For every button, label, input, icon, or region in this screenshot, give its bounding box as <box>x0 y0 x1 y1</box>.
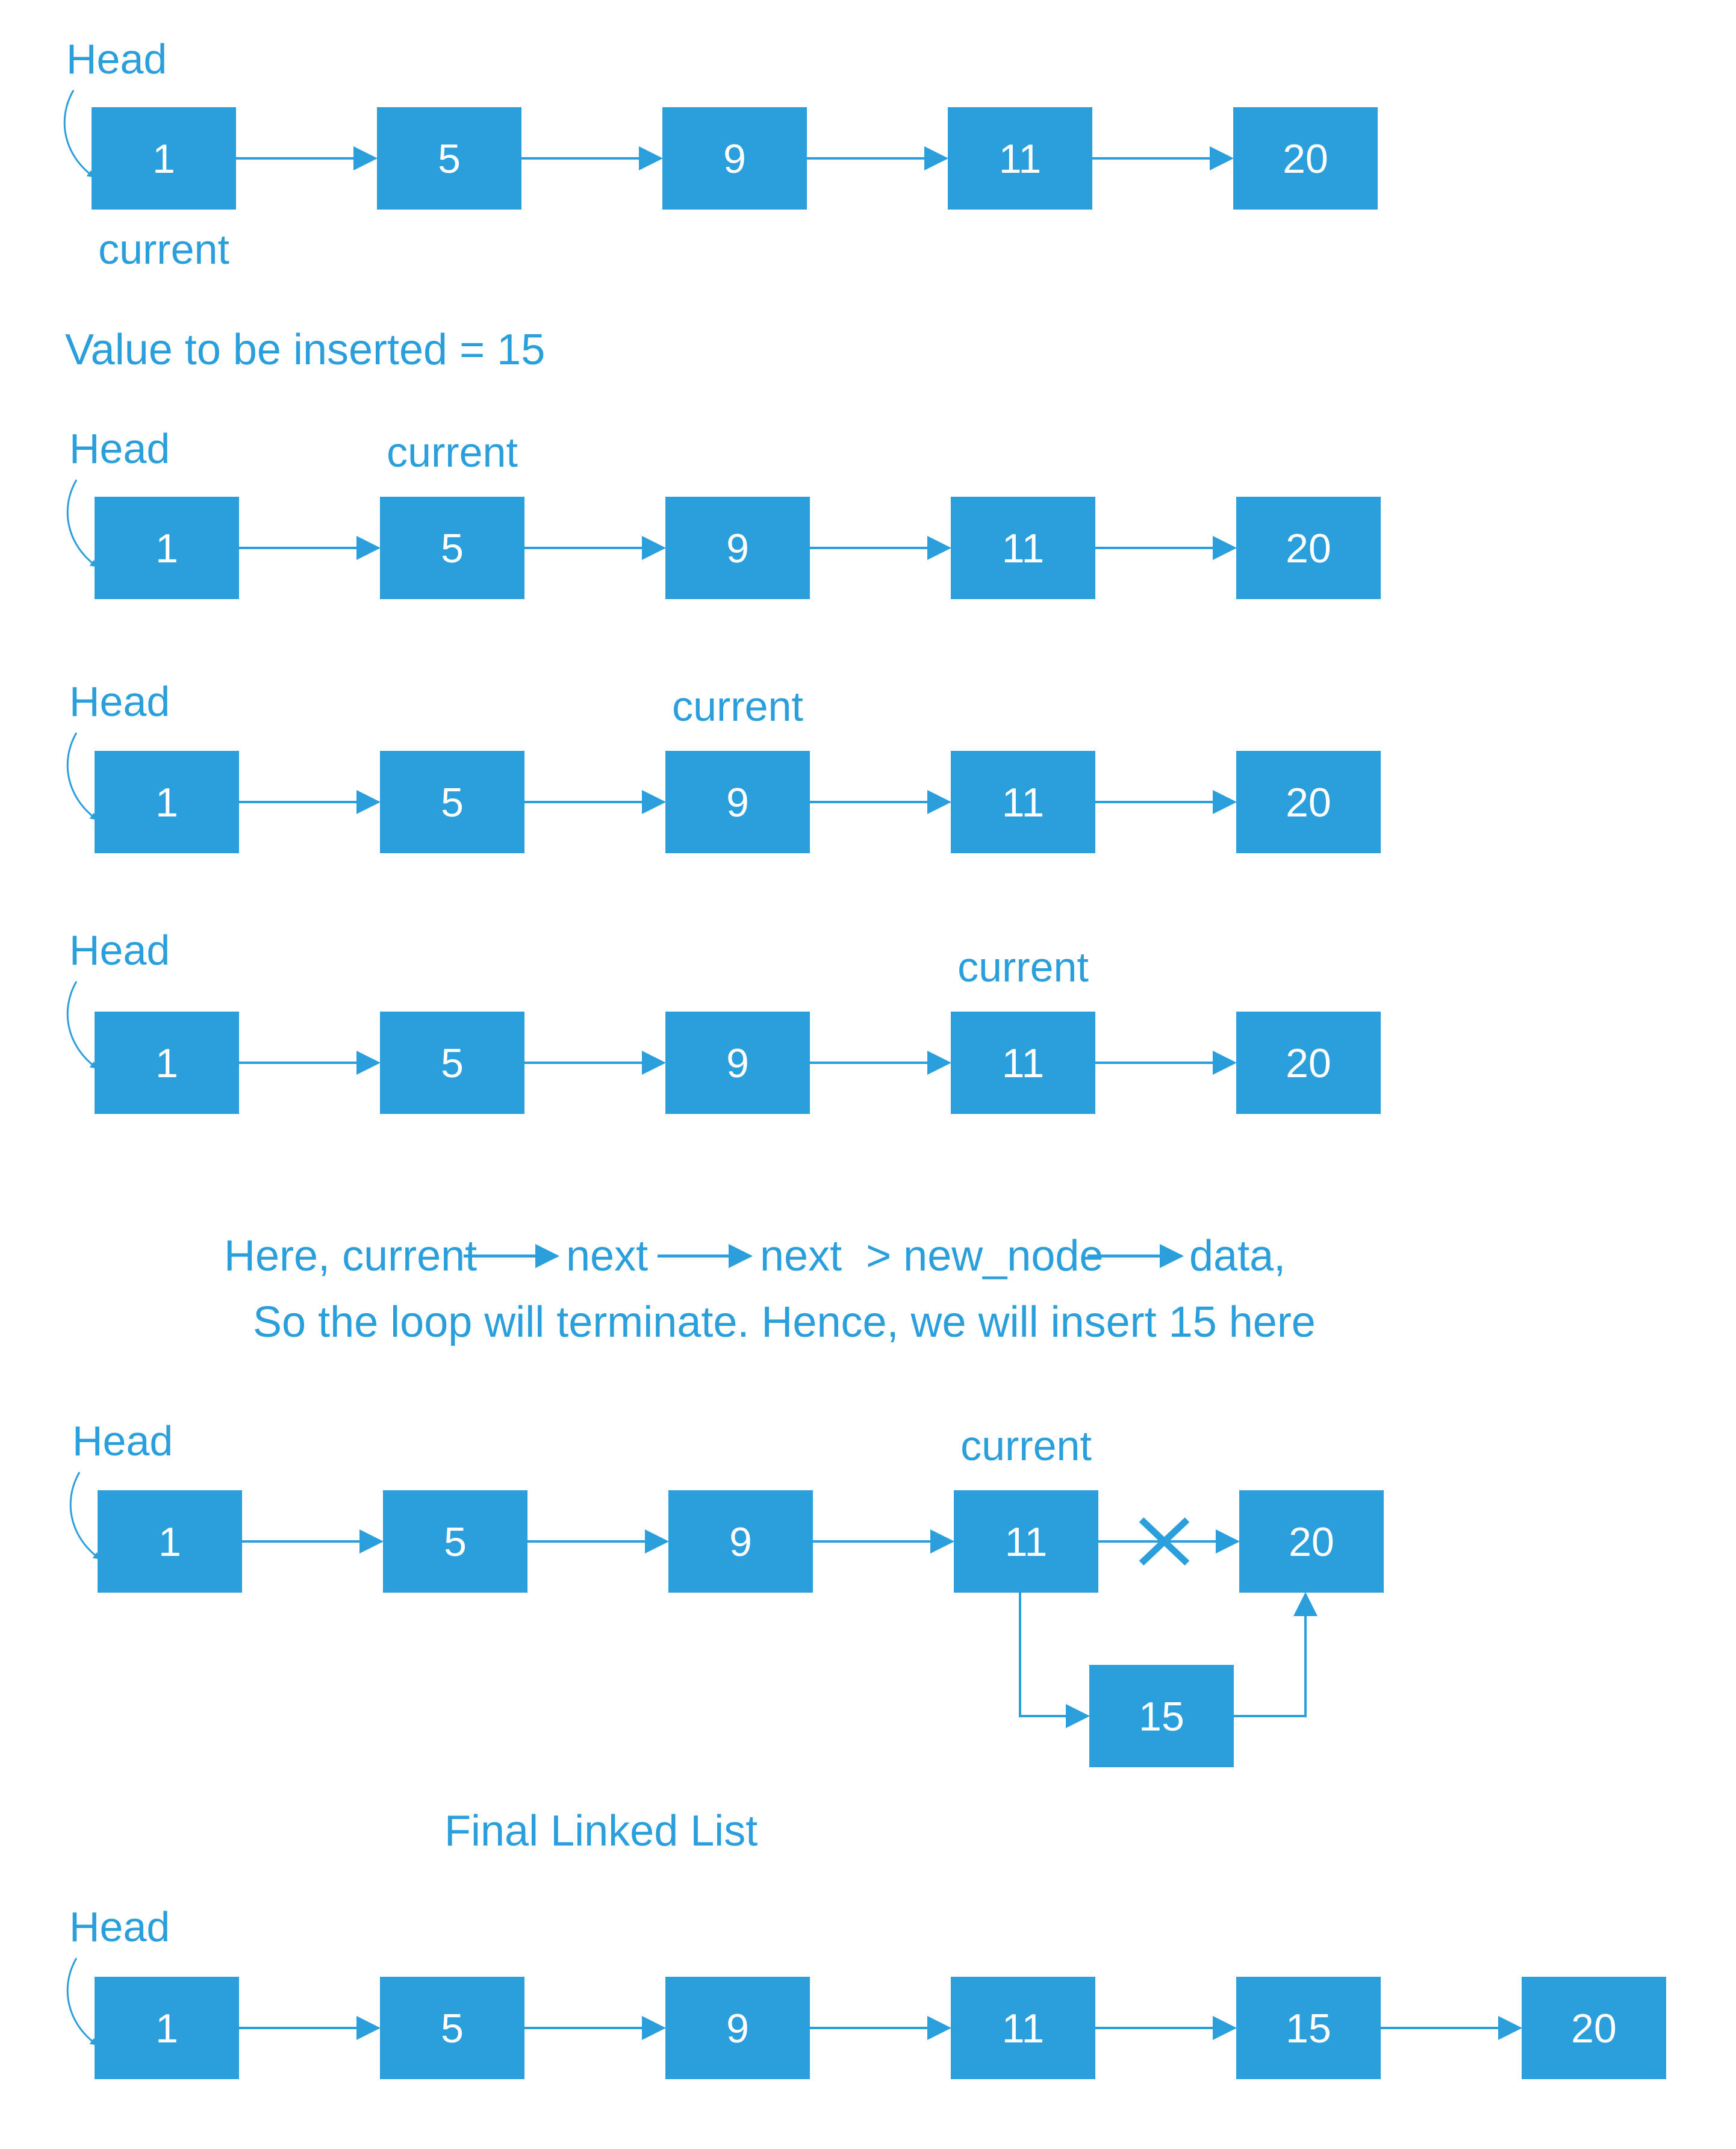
condition-line-2: So the loop will terminate. Hence, we will insert 15 here <box>253 1298 1316 1346</box>
node-value: 20 <box>1286 1040 1331 1086</box>
head-label: Head <box>72 1417 173 1464</box>
head-pointer-arrow <box>67 480 97 567</box>
condition-part-1: Here, current <box>224 1232 478 1280</box>
head-pointer-arrow <box>70 1472 100 1559</box>
head-pointer-arrow <box>67 1958 97 2045</box>
node-value: 11 <box>1001 526 1045 571</box>
node-value: 9 <box>729 1519 752 1565</box>
node-value: 11 <box>1004 1519 1048 1565</box>
condition-part-4: data, <box>1189 1232 1286 1280</box>
head-pointer-arrow <box>67 981 97 1068</box>
current-label: current <box>672 683 803 730</box>
link-to-inserted-node <box>1020 1593 1087 1716</box>
inserted-node-value: 15 <box>1139 1694 1184 1740</box>
node-value: 20 <box>1286 780 1331 826</box>
node-value: 9 <box>726 2006 749 2051</box>
node-value: 20 <box>1283 136 1328 182</box>
node-value: 15 <box>1286 2006 1331 2051</box>
head-pointer-arrow <box>67 733 97 819</box>
linked-list-row <box>67 1903 1666 2079</box>
node-value: 1 <box>155 2006 178 2051</box>
current-label: current <box>387 429 518 476</box>
head-label: Head <box>69 425 170 472</box>
condition-part-2: next <box>566 1232 649 1280</box>
node-value: 5 <box>441 1040 464 1086</box>
final-list-title: Final Linked List <box>444 1807 758 1855</box>
head-label: Head <box>69 927 170 974</box>
current-label: current <box>960 1422 1092 1469</box>
node-value: 11 <box>1001 780 1045 826</box>
node-value: 1 <box>155 526 178 571</box>
node-value: 1 <box>158 1519 181 1565</box>
current-label: current <box>98 226 229 273</box>
head-label: Head <box>69 678 170 725</box>
current-label: current <box>957 944 1089 991</box>
node-value: 11 <box>998 136 1042 182</box>
head-label: Head <box>69 1903 170 1950</box>
node-value: 1 <box>155 780 178 826</box>
link-from-inserted-node <box>1234 1594 1305 1716</box>
head-label: Head <box>66 36 167 82</box>
node-value: 20 <box>1289 1519 1334 1565</box>
node-value: 9 <box>726 526 749 571</box>
node-value: 5 <box>441 526 464 571</box>
linked-list-row <box>70 1417 1384 1767</box>
linked-list-row <box>67 927 1381 1114</box>
node-value: 1 <box>155 1040 178 1086</box>
condition-part-3: next > new_node <box>760 1232 1104 1280</box>
linked-list-row <box>67 425 1381 599</box>
node-value: 20 <box>1286 526 1331 571</box>
loop-condition-text <box>224 1232 1316 1346</box>
node-value: 20 <box>1571 2006 1617 2051</box>
linked-list-row <box>67 678 1381 853</box>
node-value: 9 <box>723 136 746 182</box>
node-value: 11 <box>1001 2006 1045 2051</box>
node-value: 5 <box>441 2006 464 2051</box>
linked-list-row <box>64 36 1378 273</box>
node-value: 5 <box>438 136 461 182</box>
node-value: 5 <box>441 780 464 826</box>
node-value: 9 <box>726 1040 749 1086</box>
node-value: 5 <box>444 1519 467 1565</box>
node-value: 9 <box>726 780 749 826</box>
value-to-insert-text: Value to be inserted = 15 <box>65 326 546 374</box>
node-value: 11 <box>1001 1040 1045 1086</box>
head-pointer-arrow <box>64 90 94 177</box>
node-value: 1 <box>152 136 175 182</box>
